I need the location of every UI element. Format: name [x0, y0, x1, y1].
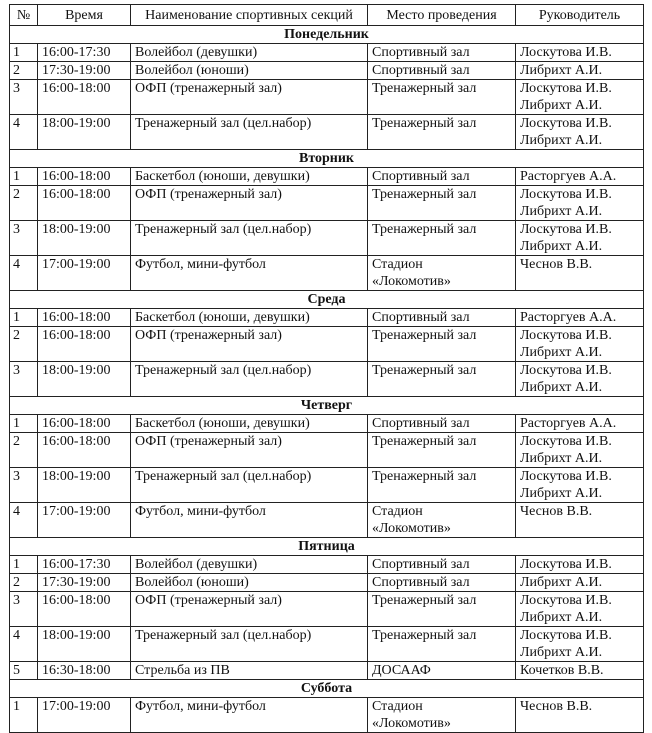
day-row — [10, 680, 644, 698]
row-section: Волейбол (юноши) — [131, 62, 368, 80]
row-section: ОФП (тренажерный зал) — [131, 592, 368, 627]
table-row — [10, 44, 644, 62]
place-line: Стадион — [372, 504, 423, 519]
row-time: 17:00-19:00 — [38, 698, 131, 733]
table-row — [10, 309, 644, 327]
leader-line: Либрихт А.И. — [520, 98, 603, 113]
row-place — [368, 221, 516, 256]
leader-line: Либрихт А.И. — [520, 345, 603, 360]
row-number: 1 — [10, 168, 38, 186]
row-leader — [516, 309, 644, 327]
row-section: ОФП (тренажерный зал) — [131, 186, 368, 221]
row-place — [368, 256, 516, 291]
row-place — [368, 433, 516, 468]
row-leader — [516, 662, 644, 680]
leader-line: Либрихт А.И. — [520, 239, 603, 254]
leader-line: Кочетков В.В. — [520, 663, 604, 678]
place-line: Спортивный зал — [372, 575, 470, 590]
row-time: 16:00-18:00 — [38, 433, 131, 468]
leader-line: Лоскутова И.В. — [520, 593, 612, 608]
row-number: 1 — [10, 556, 38, 574]
place-line: Тренажерный зал — [372, 593, 477, 608]
row-section: Стрельба из ПВ — [131, 662, 368, 680]
place-line: Тренажерный зал — [372, 328, 477, 343]
row-time: 18:00-19:00 — [38, 115, 131, 150]
row-number: 1 — [10, 309, 38, 327]
row-section: Футбол, мини-футбол — [131, 698, 368, 733]
day-name: Понедельник — [10, 26, 644, 44]
row-place — [368, 62, 516, 80]
table-row — [10, 627, 644, 662]
row-place — [368, 415, 516, 433]
day-name: Четверг — [10, 397, 644, 415]
row-leader — [516, 556, 644, 574]
place-line: Стадион — [372, 699, 423, 714]
row-leader — [516, 468, 644, 503]
row-time: 16:00-18:00 — [38, 327, 131, 362]
place-line: Спортивный зал — [372, 416, 470, 431]
place-line: Спортивный зал — [372, 63, 470, 78]
header-section: Наименование спортивных секций — [131, 5, 368, 26]
leader-line: Либрихт А.И. — [520, 380, 603, 395]
place-line: Тренажерный зал — [372, 469, 477, 484]
row-leader — [516, 574, 644, 592]
row-section: ОФП (тренажерный зал) — [131, 433, 368, 468]
row-leader — [516, 415, 644, 433]
table-row — [10, 468, 644, 503]
table-row — [10, 574, 644, 592]
table-row — [10, 662, 644, 680]
place-line: Тренажерный зал — [372, 434, 477, 449]
row-section: ОФП (тренажерный зал) — [131, 80, 368, 115]
row-place — [368, 168, 516, 186]
table-row — [10, 80, 644, 115]
row-number: 3 — [10, 468, 38, 503]
row-time: 16:00-18:00 — [38, 415, 131, 433]
row-section: Футбол, мини-футбол — [131, 256, 368, 291]
row-time: 17:00-19:00 — [38, 256, 131, 291]
row-place — [368, 327, 516, 362]
leader-line: Лоскутова И.В. — [520, 222, 612, 237]
table-row — [10, 503, 644, 538]
row-number: 4 — [10, 115, 38, 150]
row-section: Футбол, мини-футбол — [131, 503, 368, 538]
schedule-body — [10, 26, 644, 733]
row-place — [368, 115, 516, 150]
row-section: Тренажерный зал (цел.набор) — [131, 362, 368, 397]
row-place — [368, 556, 516, 574]
row-number: 4 — [10, 503, 38, 538]
row-section: Тренажерный зал (цел.набор) — [131, 468, 368, 503]
header-leader: Руководитель — [516, 5, 644, 26]
row-section: Тренажерный зал (цел.набор) — [131, 115, 368, 150]
row-number: 2 — [10, 327, 38, 362]
row-leader — [516, 433, 644, 468]
row-place — [368, 80, 516, 115]
place-line: Спортивный зал — [372, 45, 470, 60]
row-number: 5 — [10, 662, 38, 680]
day-name: Суббота — [10, 680, 644, 698]
leader-line: Лоскутова И.В. — [520, 434, 612, 449]
leader-line: Либрихт А.И. — [520, 63, 603, 78]
row-leader — [516, 221, 644, 256]
row-section: Тренажерный зал (цел.набор) — [131, 221, 368, 256]
leader-line: Лоскутова И.В. — [520, 328, 612, 343]
place-line: «Локомотив» — [372, 521, 451, 536]
place-line: Стадион — [372, 257, 423, 272]
row-number: 2 — [10, 574, 38, 592]
leader-line: Либрихт А.И. — [520, 133, 603, 148]
day-row — [10, 538, 644, 556]
row-time: 16:00-18:00 — [38, 168, 131, 186]
row-time: 17:00-19:00 — [38, 503, 131, 538]
row-place — [368, 186, 516, 221]
leader-line: Чеснов В.В. — [520, 257, 593, 272]
row-leader — [516, 168, 644, 186]
row-section: Баскетбол (юноши, девушки) — [131, 168, 368, 186]
row-leader — [516, 115, 644, 150]
leader-line: Либрихт А.И. — [520, 645, 603, 660]
row-number: 4 — [10, 627, 38, 662]
table-row — [10, 362, 644, 397]
place-line: Тренажерный зал — [372, 363, 477, 378]
row-place — [368, 468, 516, 503]
leader-line: Лоскутова И.В. — [520, 363, 612, 378]
schedule-table — [9, 4, 644, 733]
row-time: 18:00-19:00 — [38, 627, 131, 662]
leader-line: Либрихт А.И. — [520, 575, 603, 590]
row-leader — [516, 592, 644, 627]
row-number: 1 — [10, 415, 38, 433]
row-number: 4 — [10, 256, 38, 291]
row-leader — [516, 327, 644, 362]
row-section: ОФП (тренажерный зал) — [131, 327, 368, 362]
row-place — [368, 662, 516, 680]
row-time: 16:30-18:00 — [38, 662, 131, 680]
row-leader — [516, 503, 644, 538]
leader-line: Либрихт А.И. — [520, 451, 603, 466]
row-place — [368, 592, 516, 627]
row-section: Волейбол (девушки) — [131, 556, 368, 574]
row-leader — [516, 698, 644, 733]
row-number: 3 — [10, 592, 38, 627]
row-number: 2 — [10, 62, 38, 80]
day-row — [10, 291, 644, 309]
table-row — [10, 168, 644, 186]
row-leader — [516, 362, 644, 397]
row-place — [368, 44, 516, 62]
row-number: 2 — [10, 433, 38, 468]
row-leader — [516, 256, 644, 291]
row-place — [368, 574, 516, 592]
day-row — [10, 397, 644, 415]
leader-line: Расторгуев А.А. — [520, 416, 617, 431]
row-number: 1 — [10, 698, 38, 733]
leader-line: Либрихт А.И. — [520, 204, 603, 219]
table-row — [10, 415, 644, 433]
row-number: 3 — [10, 221, 38, 256]
header-row — [10, 5, 644, 26]
place-line: Тренажерный зал — [372, 628, 477, 643]
row-time: 18:00-19:00 — [38, 362, 131, 397]
table-row — [10, 556, 644, 574]
row-place — [368, 627, 516, 662]
table-row — [10, 186, 644, 221]
leader-line: Лоскутова И.В. — [520, 469, 612, 484]
place-line: Тренажерный зал — [372, 81, 477, 96]
row-number: 1 — [10, 44, 38, 62]
row-time: 16:00-18:00 — [38, 80, 131, 115]
place-line: Спортивный зал — [372, 169, 470, 184]
table-row — [10, 115, 644, 150]
place-line: «Локомотив» — [372, 274, 451, 289]
header-place: Место проведения — [368, 5, 516, 26]
row-time: 16:00-18:00 — [38, 186, 131, 221]
leader-line: Лоскутова И.В. — [520, 628, 612, 643]
row-number: 3 — [10, 80, 38, 115]
day-name: Вторник — [10, 150, 644, 168]
day-row — [10, 26, 644, 44]
leader-line: Лоскутова И.В. — [520, 81, 612, 96]
leader-line: Чеснов В.В. — [520, 699, 593, 714]
table-row — [10, 62, 644, 80]
row-time: 18:00-19:00 — [38, 468, 131, 503]
day-name: Среда — [10, 291, 644, 309]
place-line: Тренажерный зал — [372, 116, 477, 131]
day-name: Пятница — [10, 538, 644, 556]
table-row — [10, 698, 644, 733]
table-row — [10, 592, 644, 627]
table-row — [10, 221, 644, 256]
leader-line: Расторгуев А.А. — [520, 169, 617, 184]
row-leader — [516, 627, 644, 662]
place-line: Спортивный зал — [372, 557, 470, 572]
leader-line: Либрихт А.И. — [520, 486, 603, 501]
leader-line: Расторгуев А.А. — [520, 310, 617, 325]
place-line: Тренажерный зал — [372, 187, 477, 202]
leader-line: Лоскутова И.В. — [520, 187, 612, 202]
row-time: 16:00-17:30 — [38, 556, 131, 574]
leader-line: Либрихт А.И. — [520, 610, 603, 625]
row-time: 17:30-19:00 — [38, 62, 131, 80]
row-section: Баскетбол (юноши, девушки) — [131, 415, 368, 433]
row-time: 16:00-18:00 — [38, 309, 131, 327]
row-section: Баскетбол (юноши, девушки) — [131, 309, 368, 327]
row-leader — [516, 62, 644, 80]
table-row — [10, 256, 644, 291]
leader-line: Лоскутова И.В. — [520, 45, 612, 60]
header-time: Время — [38, 5, 131, 26]
table-row — [10, 327, 644, 362]
leader-line: Чеснов В.В. — [520, 504, 593, 519]
row-time: 16:00-18:00 — [38, 592, 131, 627]
leader-line: Лоскутова И.В. — [520, 557, 612, 572]
row-section: Волейбол (юноши) — [131, 574, 368, 592]
place-line: ДОСААФ — [372, 663, 431, 678]
row-section: Волейбол (девушки) — [131, 44, 368, 62]
row-time: 17:30-19:00 — [38, 574, 131, 592]
row-time: 18:00-19:00 — [38, 221, 131, 256]
table-row — [10, 433, 644, 468]
row-leader — [516, 80, 644, 115]
day-row — [10, 150, 644, 168]
row-leader — [516, 186, 644, 221]
row-time: 16:00-17:30 — [38, 44, 131, 62]
place-line: Спортивный зал — [372, 310, 470, 325]
place-line: Тренажерный зал — [372, 222, 477, 237]
row-place — [368, 309, 516, 327]
row-number: 3 — [10, 362, 38, 397]
row-leader — [516, 44, 644, 62]
row-place — [368, 362, 516, 397]
place-line: «Локомотив» — [372, 716, 451, 731]
row-section: Тренажерный зал (цел.набор) — [131, 627, 368, 662]
row-place — [368, 503, 516, 538]
row-place — [368, 698, 516, 733]
row-number: 2 — [10, 186, 38, 221]
header-number: № — [10, 5, 38, 26]
leader-line: Лоскутова И.В. — [520, 116, 612, 131]
